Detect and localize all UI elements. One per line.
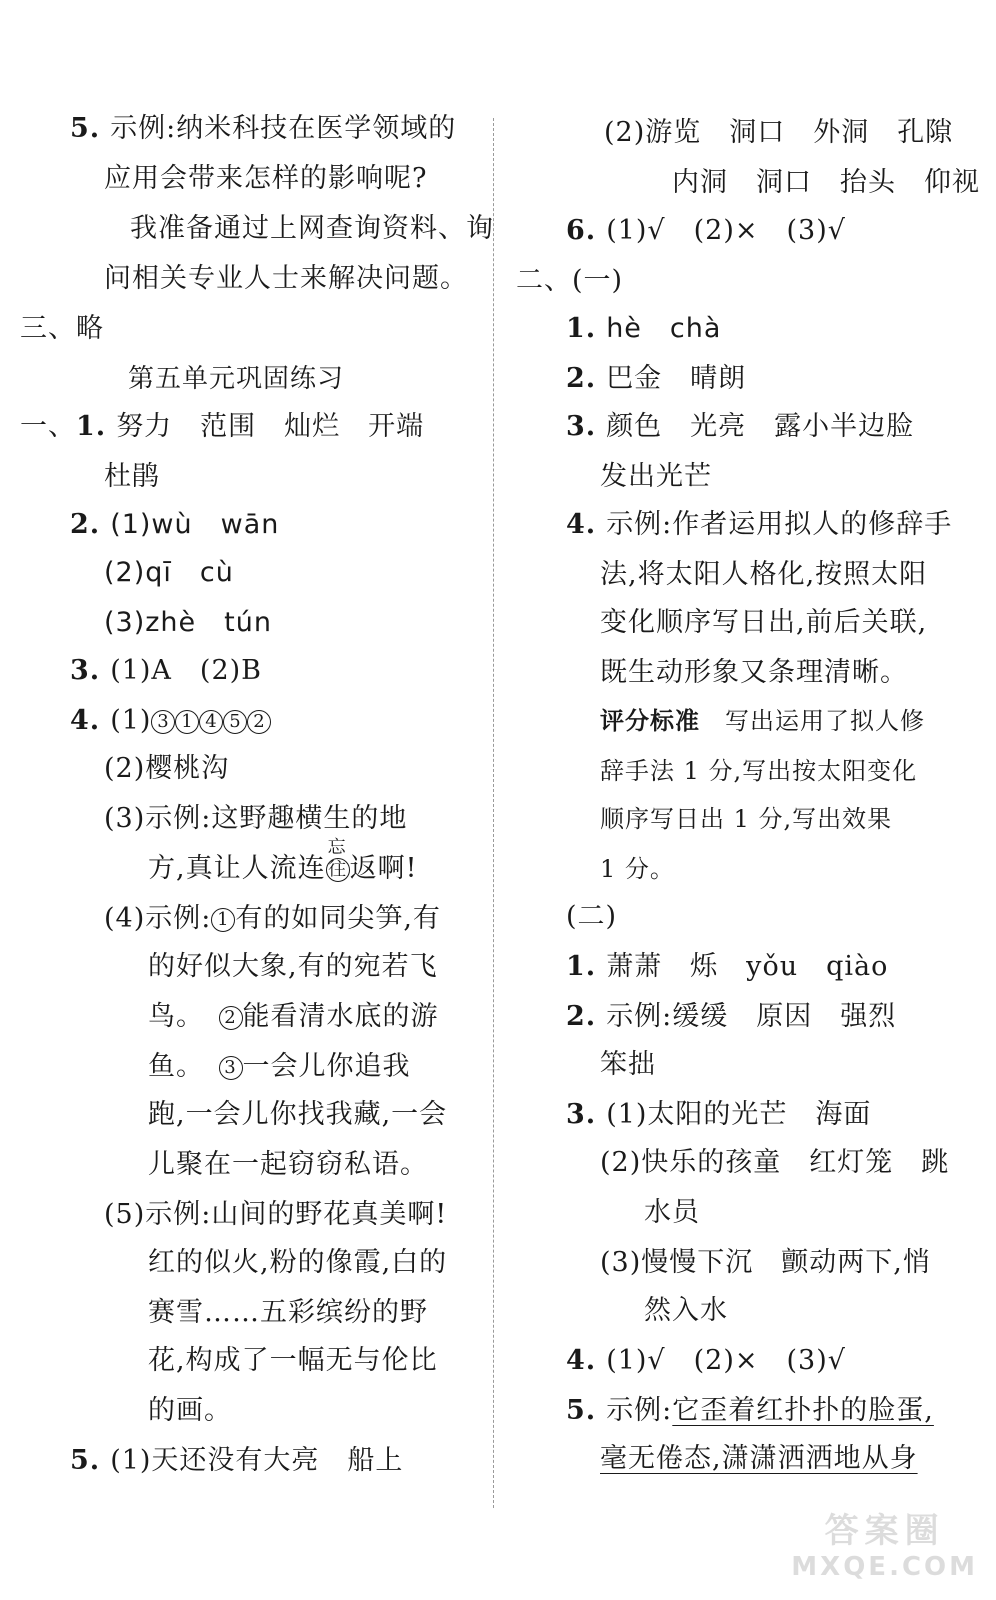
- answer-line: 变化顺序写日出,前后关联,: [600, 607, 928, 638]
- scoring-note: 辞手法 1 分,写出按太阳变化: [600, 757, 918, 785]
- circled-number: 1: [211, 908, 235, 932]
- answer-line: 法,将太阳人格化,按照太阳: [600, 559, 928, 590]
- answer-line: 一、1. 努力 范围 灿烂 开端: [20, 411, 425, 442]
- corrected-char: 往 忘: [326, 853, 350, 884]
- answer-line: 5. 示例:它歪着红扑扑的脸蛋,: [566, 1395, 934, 1426]
- answer-line: (4)示例: 1 有的如同尖笋,有: [104, 903, 441, 934]
- answer-line: (2)樱桃沟: [104, 753, 230, 784]
- answer-line: (2)qī cù: [104, 557, 234, 588]
- answer-line: 杜鹃: [104, 461, 160, 492]
- answer-line: (3)慢慢下沉 颤动两下,悄: [600, 1247, 931, 1278]
- underlined-text: 毫无倦态,潇潇洒洒地从身: [600, 1443, 918, 1474]
- answer-line: (2)快乐的孩童 红灯笼 跳: [600, 1147, 950, 1178]
- answer-line: 应用会带来怎样的影响呢?: [104, 163, 428, 194]
- scoring-note: 评分标准 写出运用了拟人修: [600, 707, 925, 735]
- scoring-note: 1 分。: [600, 855, 675, 883]
- answer-line: (2)游览 洞口 外洞 孔隙: [604, 117, 954, 148]
- answer-line: 鸟。 2 能看清水底的游: [148, 1001, 439, 1032]
- answer-line: 跑,一会儿你找我藏,一会: [148, 1099, 448, 1130]
- circled-number: 2: [247, 710, 271, 734]
- answer-line: (3)示例:这野趣横生的地: [104, 803, 408, 834]
- answer-line: 5. (1)天还没有大亮 船上: [70, 1445, 404, 1476]
- answer-line: 赛雪……五彩缤纷的野: [148, 1297, 428, 1328]
- answer-line: 既生动形象又条理清晰。: [600, 657, 908, 688]
- answer-line: 的好似大象,有的宛若飞: [148, 951, 438, 982]
- answer-line: 3. (1)太阳的光芒 海面: [566, 1099, 872, 1130]
- answer-line: 2. (1)wù wān: [70, 509, 280, 540]
- right-column: [500, 0, 996, 1600]
- underlined-text: 它歪着红扑扑的脸蛋,: [672, 1395, 934, 1426]
- answer-line: 4. (1) 3 1 4 5 2: [70, 704, 271, 738]
- answer-line: 5. 示例:纳米科技在医学领域的: [70, 113, 457, 144]
- circled-number: 3: [151, 710, 175, 734]
- circled-number: 3: [219, 1056, 243, 1080]
- answer-line: 我准备通过上网查询资料、询: [130, 213, 494, 244]
- section-heading: 三、略: [20, 313, 104, 344]
- answer-line: 发出光芒: [600, 461, 712, 492]
- answer-line: 4. 示例:作者运用拟人的修辞手: [566, 509, 953, 540]
- column-divider: [493, 118, 494, 1508]
- answer-line: 笨拙: [600, 1049, 656, 1080]
- section-heading: 二、(一): [516, 265, 624, 296]
- watermark-logo: 答案圈 MXQE.COM: [791, 1511, 978, 1582]
- answer-line: 6. (1)√ (2)× (3)√: [566, 215, 846, 246]
- answer-line: 鱼。 3 一会儿你追我: [148, 1051, 411, 1082]
- left-column: [0, 0, 494, 1600]
- answer-line: 方,真让人流连 往 忘 返啊!: [148, 837, 418, 884]
- answer-line: 1. 萧萧 烁 yǒu qiào: [566, 951, 889, 982]
- answer-line: 2. 巴金 晴朗: [566, 363, 747, 394]
- circled-number: 2: [219, 1006, 243, 1030]
- circled-number: 1: [175, 710, 199, 734]
- circled-number: 4: [199, 710, 223, 734]
- circled-number: 5: [223, 710, 247, 734]
- answer-line: (3)zhè tún: [104, 607, 272, 638]
- answer-line: 内洞 洞口 抬头 仰视: [672, 167, 980, 198]
- answer-line: 问相关专业人士来解决问题。: [104, 263, 468, 294]
- answer-line: 红的似火,粉的像霞,白的: [148, 1247, 448, 1278]
- answer-line: 花,构成了一幅无与伦比: [148, 1345, 438, 1376]
- answer-line: 4. (1)√ (2)× (3)√: [566, 1345, 846, 1376]
- answer-line: 的画。: [148, 1395, 232, 1426]
- answer-line: 水员: [644, 1197, 700, 1228]
- answer-line: 2. 示例:缓缓 原因 强烈: [566, 1001, 897, 1032]
- scoring-note: 顺序写日出 1 分,写出效果: [600, 805, 893, 833]
- answer-line: 3. 颜色 光亮 露小半边脸: [566, 411, 915, 442]
- answer-line: (5)示例:山间的野花真美啊!: [104, 1199, 448, 1230]
- answer-line: 1. hè chà: [566, 313, 722, 344]
- unit-title: 第五单元巩固练习: [128, 364, 345, 394]
- answer-line: 然入水: [644, 1295, 728, 1326]
- answer-line: 儿聚在一起窃窃私语。: [148, 1149, 428, 1180]
- answer-line: 3. (1)A (2)B: [70, 655, 263, 686]
- section-heading: (二): [566, 901, 618, 932]
